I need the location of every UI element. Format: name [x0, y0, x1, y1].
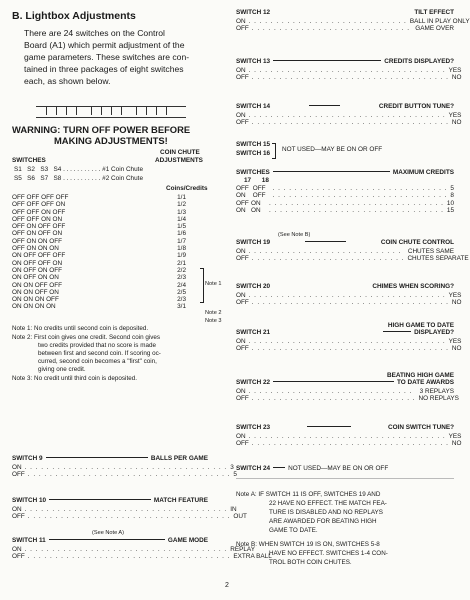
note-2-line-3: between first and second coin. If scoring oc- — [38, 350, 161, 357]
switch-21-block: HIGH GAME TO DATE SWITCH 21 DISPLAYED? ON . . . . . . . . . . . . . . . . . . . . . . . . . . . . . . . . . . . . YES OFF . . . . . . . . . . . . . . . . . . . . . . . . . . . . . . . . . . . . NO — [236, 322, 462, 353]
note-a-line-3: TURE IS DISABLED AND NO REPLAYS — [269, 509, 383, 516]
table-row: ON OFF ON OFF 2/2 — [12, 266, 186, 274]
switch-9-label: BALLS PER GAME — [150, 455, 208, 462]
note-a-line-1: Note A: IF SWITCH 11 IS OFF, SWITCHES 19 AND — [236, 491, 381, 498]
switch-9-block: SWITCH 9 BALLS PER GAME ON . . . . . . . . . . . . . . . . . . . . . . . . . . . . . . . . . . . . . 3 OFF . . . . . . . . . . . . . . . . . . . . . . . . . . . . . . . . . . . . . 5 — [12, 455, 237, 479]
table-row: OFF ON ON ON 1/8 — [12, 245, 186, 253]
intro-line-3: game parameters. These switches are con- — [24, 52, 190, 62]
table-row: ON OFF ON ON 2/3 — [12, 274, 186, 282]
switch-19-note-ref: (See Note B) — [278, 232, 311, 238]
switch-11-note-ref: (See Note A) — [92, 530, 125, 536]
switch-19-block: SWITCH 19 COIN CHUTE CONTROL ON . . . . . . . . . . . . . . . . . . . . . . . . . . . . CHUTES SAME OFF . . . . . . . . . . . . . . . . . . . . . . . . . . . . CHUTES SEPARATE — [236, 239, 469, 263]
warning-line-2: MAKING ADJUSTMENTS! — [54, 135, 168, 146]
table-row: OFF OFF ON ON 1/4 — [12, 215, 186, 223]
switch-23-block: SWITCH 23 COIN SWITCH TUNE? ON . . . . . . . . . . . . . . . . . . . . . . . . . . . . . . . . . . . . YES OFF . . . . . . . . . . . . . . . . . . . . . . . . . . . . . . . . . . . . NO — [236, 424, 462, 448]
note-2-line-5: giving one credit. — [38, 366, 86, 373]
switch-9-title: SWITCH 9 — [12, 455, 43, 462]
intro-line-5: each, as shown below. — [24, 76, 111, 86]
table-row: OFF ON OFF ON 1/6 — [12, 230, 186, 238]
switch-10-label: MATCH FEATURE — [153, 497, 208, 504]
note1-tag: Note 1 — [205, 281, 222, 287]
coin-table — [12, 194, 222, 311]
page-number: 2 — [225, 582, 229, 589]
intro-line-2: Board (A1) which permit adjustment of the — [24, 40, 185, 50]
switch-15-16-label: NOT USED—MAY BE ON OR OFF — [282, 146, 383, 153]
coin-chute-head-2: ADJUSTMENTS — [155, 157, 203, 164]
intro-line-4: tained in three packages of eight switches — [24, 64, 184, 74]
intro-line-1: There are 24 switches on the Control — [24, 28, 165, 38]
switch-14-block: SWITCH 14 CREDIT BUTTON TUNE? ON . . . . . . . . . . . . . . . . . . . . . . . . . . . . . . . . . . . . YES OFF . . . . . . . . . . . . . . . . . . . . . . . . . . . . . . . . . . . . NO — [236, 103, 462, 127]
note-2-line-2: two credits provided that no score is made — [38, 342, 156, 349]
switch-13-block: SWITCH 13 CREDITS DISPLAYED? ON . . . . . . . . . . . . . . . . . . . . . . . . . . . . . . . . . . . . YES OFF . . . . . . . . . . . . . . . . . . . . . . . . . . . . . . . . . . . . NO — [236, 58, 462, 82]
note-3: Note 3: No credit until third coin is deposited. — [12, 375, 137, 382]
switch-24-block: SWITCH 24 NOT USED—MAY BE ON OR OFF — [236, 465, 389, 472]
switch-16-title: SWITCH 16 — [236, 150, 271, 157]
note-a-line-2: 22 HAVE NO EFFECT. THE MATCH FEA- — [269, 500, 387, 507]
switch-10-block: SWITCH 10 MATCH FEATURE ON . . . . . . . . . . . . . . . . . . . . . . . . . . . . . . . . . . . . . IN OFF . . . . . . . . . . . . . . . . . . . . . . . . . . . . . . . . . . . . . OUT — [12, 497, 247, 521]
table-row: OFF OFF OFF ON 1/2 — [12, 201, 186, 209]
table-row: OFF OFF ON OFF 1/3 — [12, 208, 186, 216]
switch-11-block: SWITCH 11 GAME MODE ON . . . . . . . . . . . . . . . . . . . . . . . . . . . . . . . . . . . . . REPLAY OFF . . . . . . . . . . . . . . . . . . . . . . . . . . . . . . . . . . . . . EXTRA BALL — [12, 537, 272, 561]
note-bracket — [200, 268, 204, 303]
note2-tag: Note 2 — [205, 310, 222, 316]
switch-11-label: GAME MODE — [167, 537, 208, 544]
switches-label: SWITCHES — [12, 157, 46, 164]
switch-12-block: SWITCH 12 TILT EFFECT ON . . . . . . . . . . . . . . . . . . . . . . . . . . . . . BALL IN PLAY ONLY OFF . . . . . . . . . . . . . . . . . . . . . . . . . . . . . GAME OVER — [236, 9, 470, 33]
table-row: OFF ON OFF OFF 1/5 — [12, 223, 186, 231]
switch-11-title: SWITCH 11 — [12, 537, 46, 544]
sw-row-2: S5 S6 S7 S8 . . . . . . . . . . . #2 Coin Chute — [14, 175, 143, 182]
table-row: ON OFF OFF ON 2/1 — [12, 259, 186, 267]
warning-line-1: WARNING: TURN OFF POWER BEFORE — [12, 124, 191, 135]
table-row: ON OFF OFF OFF 1/9 — [12, 252, 186, 260]
note-1: Note 1: No credits until second coin is deposited. — [12, 325, 149, 332]
table-row: ON ON OFF OFF 2/4 — [12, 281, 186, 289]
table-row: OFF ON ON OFF 1/7 — [12, 237, 186, 245]
switch-15-16-bracket — [272, 143, 276, 159]
note-b-line-3: TROL BOTH COIN CHUTES. — [269, 559, 352, 566]
divider — [236, 478, 454, 479]
table-row: OFF OFF OFF OFF 1/1 — [12, 194, 186, 201]
table-row: ON ON ON OFF 2/3 — [12, 296, 186, 304]
switch-15-title: SWITCH 15 — [236, 141, 271, 148]
note-b-line-1: Note B: WHEN SWITCH 19 IS ON, SWITCHES 5-8 — [236, 541, 380, 548]
section-title: B. Lightbox Adjustments — [12, 10, 136, 22]
note3-tag: Note 3 — [205, 318, 222, 324]
note-2-line-1: Note 2: First coin gives one credit. Second coin gives — [12, 334, 161, 341]
dip-switch-diagram — [36, 106, 186, 118]
table-row: ON ON OFF ON 2/5 — [12, 288, 186, 296]
note-a-line-5: GAME TO DATE. — [269, 527, 318, 534]
sw-row-1: S1 S2 S3 S4 . . . . . . . . . . . #1 Coin Chute — [14, 166, 143, 173]
max-credits-block: SWITCHES MAXIMUM CREDITS 17 18 OFF OFF . . . . . . . . . . . . . . . . . . . . . . . . . . . . . . . . 5 ON OFF . . . . . . . . . . . . . . . . . . . . . . . . . . . . . . . . 8 OFF ON . . . . . . . . . . . . . . . . . . . . . . . . . . . . . . . . 10 ON ON . . . . . . . . . . . . . . . . . . . . . . . . . . . . . . . . 15 — [236, 169, 454, 214]
coin-chute-head-1: COIN CHUTE — [160, 149, 200, 156]
table-row: ON ON ON ON 3/1 — [12, 303, 186, 311]
switch-22-block: BEATING HIGH GAME SWITCH 22 TO DATE AWARDS ON . . . . . . . . . . . . . . . . . . . . . . . . . . . . . . 3 REPLAYS OFF . . . . . . . . . . . . . . . . . . . . . . . . . . . . . . NO REPLAYS — [236, 372, 459, 403]
coins-credits-head: Coins/Credits — [166, 185, 208, 192]
note-2-line-4: curred, second coin becomes a "first" coin, — [38, 358, 157, 365]
switch-10-title: SWITCH 10 — [12, 497, 47, 504]
note-a-line-4: ARE AWARDED FOR BEATING HIGH — [269, 518, 377, 525]
switch-20-block: SWITCH 20 CHIMES WHEN SCORING? ON . . . . . . . . . . . . . . . . . . . . . . . . . . . . . . . . . . . . YES OFF . . . . . . . . . . . . . . . . . . . . . . . . . . . . . . . . . . . . NO — [236, 283, 462, 307]
note-b-line-2: HAVE NO EFFECT. SWITCHES 1-4 CON- — [269, 550, 388, 557]
